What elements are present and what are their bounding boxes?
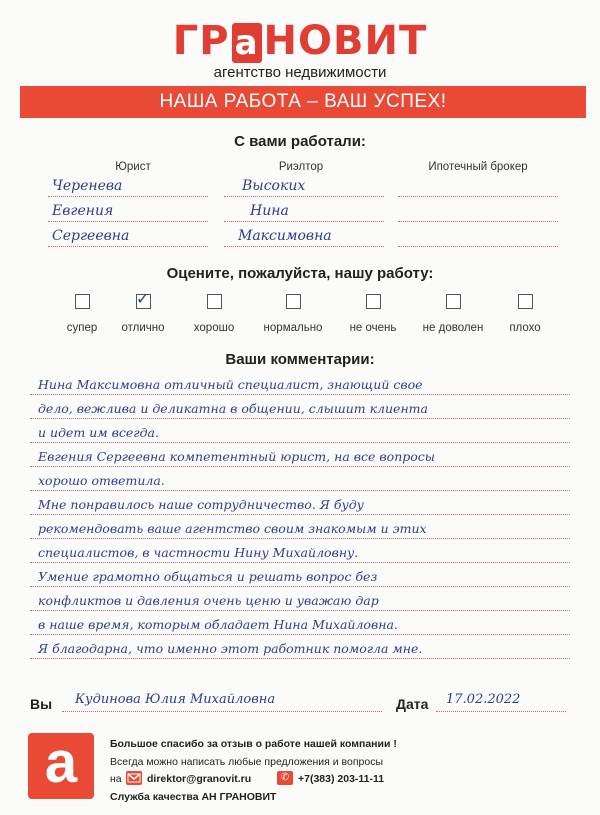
you-line	[62, 711, 382, 712]
date-label: Дата	[396, 696, 429, 712]
rating-label-super: супер	[66, 322, 98, 334]
comment-line	[30, 586, 570, 611]
tagline: агентство недвижимости	[213, 64, 387, 81]
rating-checkbox-super[interactable]	[75, 294, 90, 309]
logo-text-part2: НОВИТ	[263, 18, 428, 64]
checkmark-icon: ✓	[136, 291, 150, 308]
footer-service: Служба качества АН ГРАНОВИТ	[110, 791, 277, 803]
logo-boxed-letter: а	[232, 23, 262, 63]
team-title: С вами работали:	[234, 133, 366, 150]
role-mortgage-broker: Ипотечный брокер	[428, 161, 528, 173]
comment-text: хорошо ответила.	[38, 473, 165, 488]
realtor-surname: Высоких	[242, 178, 306, 194]
realtor-line-3	[224, 246, 384, 247]
rating-checkbox-unhappy[interactable]	[446, 294, 461, 309]
footer-thanks: Большое спасибо за отзыв о работе нашей компании !	[110, 738, 397, 750]
lawyer-name: Евгения	[52, 203, 114, 219]
comment-line	[30, 610, 570, 635]
date-line	[436, 711, 566, 712]
rating-label-unhappy: не доволен	[422, 322, 484, 334]
rating-checkbox-not-very[interactable]	[366, 294, 381, 309]
footer-phone[interactable]: +7(383) 203-11-11	[298, 773, 385, 785]
comment-line	[30, 538, 570, 563]
phone-icon: ✆	[277, 771, 293, 785]
comments-title: Ваши комментарии:	[225, 351, 375, 368]
email-icon	[126, 771, 142, 785]
realtor-line-2	[224, 221, 384, 222]
slogan-banner: НАША РАБОТА – ВАШ УСПЕХ!	[20, 86, 586, 118]
footer-logo-icon: а	[28, 733, 94, 799]
comment-line	[30, 418, 570, 443]
comment-line	[30, 394, 570, 419]
comment-text: дело, вежлива и деликатна в общении, слышит клиента	[38, 401, 428, 416]
comment-text: рекомендовать ваше агентство своим знакомым и этих	[38, 521, 427, 536]
realtor-patronymic: Максимовна	[238, 228, 332, 244]
rating-checkbox-normal[interactable]	[286, 294, 301, 309]
footer-email[interactable]: direktor@granovit.ru	[147, 773, 252, 785]
comment-text: в наше время, которым обладает Нина Михайловна.	[38, 617, 398, 632]
comment-text: конфликтов и давления очень ценю и уважаю дар	[38, 593, 379, 608]
comment-text: и идет им всегда.	[38, 425, 159, 440]
comment-line	[30, 466, 570, 491]
broker-line-1	[398, 196, 558, 197]
brand-logo	[0, 18, 600, 64]
rating-label-good: хорошо	[193, 322, 235, 334]
lawyer-line-1	[48, 196, 208, 197]
lawyer-surname: Черенева	[52, 178, 123, 194]
comment-line	[30, 514, 570, 539]
you-value: Кудинова Юлия Михайловна	[75, 692, 276, 707]
footer-on-text: на	[110, 773, 122, 785]
comment-line	[30, 562, 570, 587]
rating-label-not-very: не очень	[349, 322, 397, 334]
comment-text: специалистов, в частности Нину Михайловну.	[38, 545, 359, 560]
comment-text: Евгения Сергеевна компетентный юрист, на все вопросы	[38, 449, 435, 464]
comment-line	[30, 370, 570, 395]
broker-line-2	[398, 221, 558, 222]
comment-line	[30, 490, 570, 515]
realtor-line-1	[224, 196, 384, 197]
footer-write-text: Всегда можно написать любые предложения и вопросы	[110, 756, 384, 768]
rating-title: Оцените, пожалуйста, нашу работу:	[166, 265, 434, 282]
rating-checkbox-good[interactable]	[207, 294, 222, 309]
rating-label-bad: плохо	[509, 322, 541, 334]
role-lawyer: Юрист	[115, 161, 151, 173]
date-value: 17.02.2022	[446, 692, 521, 707]
broker-line-3	[398, 246, 558, 247]
comment-text: Я благодарна, что именно этот работник помогла мне.	[38, 641, 423, 656]
comment-line	[30, 442, 570, 467]
realtor-name: Нина	[250, 203, 289, 219]
lawyer-patronymic: Сергеевна	[52, 228, 130, 244]
rating-checkbox-bad[interactable]	[518, 294, 533, 309]
rating-checkbox-excellent[interactable]	[136, 291, 151, 309]
rating-label-normal: нормально	[263, 322, 323, 334]
rating-label-excellent: отлично	[121, 322, 165, 334]
comment-text: Нина Максимовна отличный специалист, знающий свое	[38, 377, 423, 392]
comment-line	[30, 634, 570, 659]
comment-text: Мне понравилось наше сотрудничество. Я буду	[38, 497, 364, 512]
role-realtor: Риэлтор	[278, 161, 324, 173]
logo-text-part1: ГР	[172, 18, 230, 64]
lawyer-line-2	[48, 221, 208, 222]
you-label: Вы	[30, 696, 53, 712]
lawyer-line-3	[48, 246, 208, 247]
comment-text: Умение грамотно общаться и решать вопрос без	[38, 569, 378, 584]
